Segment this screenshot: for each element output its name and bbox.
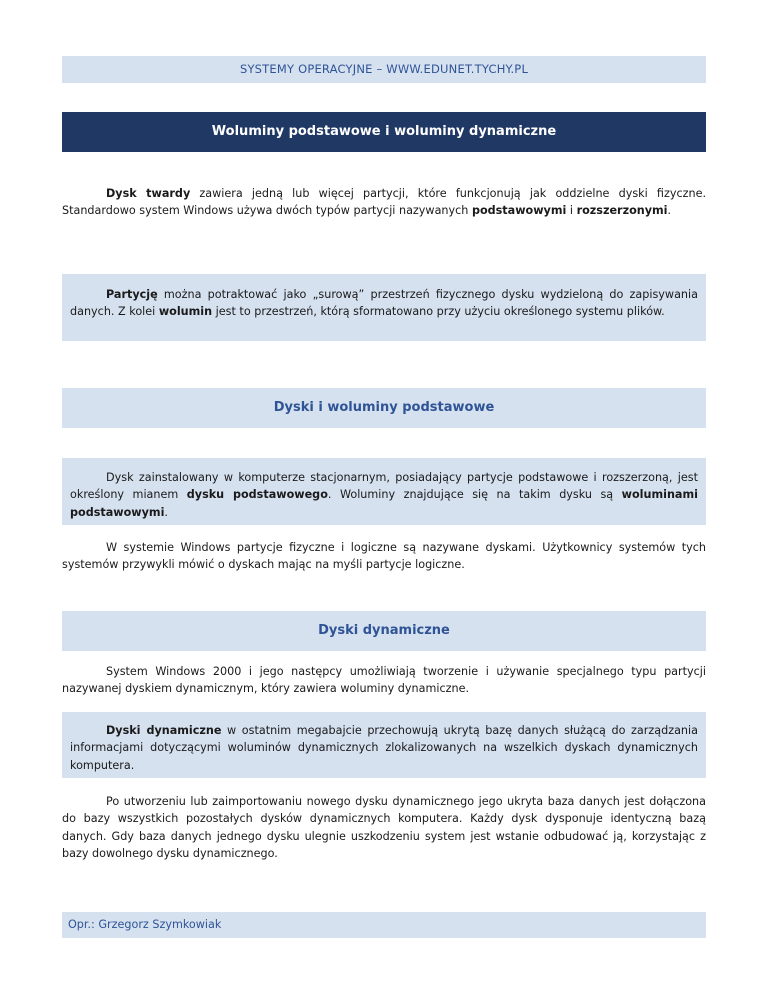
term-dynamic-disks: Dyski dynamiczne bbox=[106, 724, 222, 737]
page-header: SYSTEMY OPERACYJNE – WWW.EDUNET.TYCHY.PL bbox=[62, 56, 706, 83]
paragraph-windows-disks: W systemie Windows partycje fizyczne i logiczne są nazywane dyskami. Użytkownicy systemów tych systemów przywykli mówić o dyskach mając na myśli partycje logiczne. bbox=[62, 541, 706, 572]
term-partition: Partycję bbox=[106, 288, 158, 301]
term-primary: podstawowymi bbox=[471, 204, 567, 218]
term-extended: rozszerzonymi bbox=[576, 204, 668, 218]
term-basic-volumes: woluminami podstawowymi bbox=[70, 488, 698, 519]
note-partition-volume: Partycję można potraktować jako „surową” przestrzeń fizycznego dysku wydzieloną do zapisywania danych. Z kolei wolumin jest to przestrzeń, którą sformatowano przy użyciu określonego systemu plików. bbox=[62, 274, 706, 341]
paragraph-dynamic-database: Po utworzeniu lub zaimportowaniu nowego dysku dynamicznego jego ukryta baza danych jest dołączona do bazy wszystkich pozostałych dysków dynamicznych komputera. Każdy dysk dysponuje identyczną bazą danych. Gdy baza danych jednego dysku ulegnie uszkodzeniu system jest wstanie odbudować ją, korzystając z bazy dowolnego dysku dynamicznego. bbox=[62, 795, 706, 860]
term-hard-disk: Dysk twardy bbox=[106, 187, 191, 200]
paragraph-dynamic-intro: System Windows 2000 i jego następcy umożliwiają tworzenie i używanie specjalnego typu partycji nazywanej dyskiem dynamicznym, który zawiera woluminy dynamiczne. bbox=[62, 665, 706, 696]
section-heading-basic: Dyski i woluminy podstawowe bbox=[62, 388, 706, 428]
page-footer: Opr.: Grzegorz Szymkowiak bbox=[62, 912, 706, 938]
document-title: Woluminy podstawowe i woluminy dynamiczne bbox=[62, 112, 706, 152]
term-basic-disk: dysku podstawowego bbox=[186, 488, 328, 502]
paragraph-hard-disk: Dysk twardy zawiera jedną lub więcej partycji, które funkcjonują jak oddzielne dyski fizyczne. Standardowo system Windows używa dwóch typów partycji nazywanych podstawowymi i rozszerzonymi. bbox=[62, 187, 707, 218]
section-heading-dynamic: Dyski dynamiczne bbox=[62, 611, 706, 651]
term-volume: wolumin bbox=[158, 305, 213, 319]
note-dynamic-disks: Dyski dynamiczne w ostatnim megabajcie przechowują ukrytą bazę danych służącą do zarządzania informacjami dotyczącymi woluminów dynamicznych zlokalizowanych na wszelkich dyskach dynamicznych komputera. bbox=[62, 712, 706, 778]
note-basic-disk: Dysk zainstalowany w komputerze stacjonarnym, posiadający partycje podstawowe i rozszerzoną, jest określony mianem dysku podstawowego. Woluminy znajdujące się na takim dysku są woluminami podstawowymi. bbox=[62, 458, 706, 525]
